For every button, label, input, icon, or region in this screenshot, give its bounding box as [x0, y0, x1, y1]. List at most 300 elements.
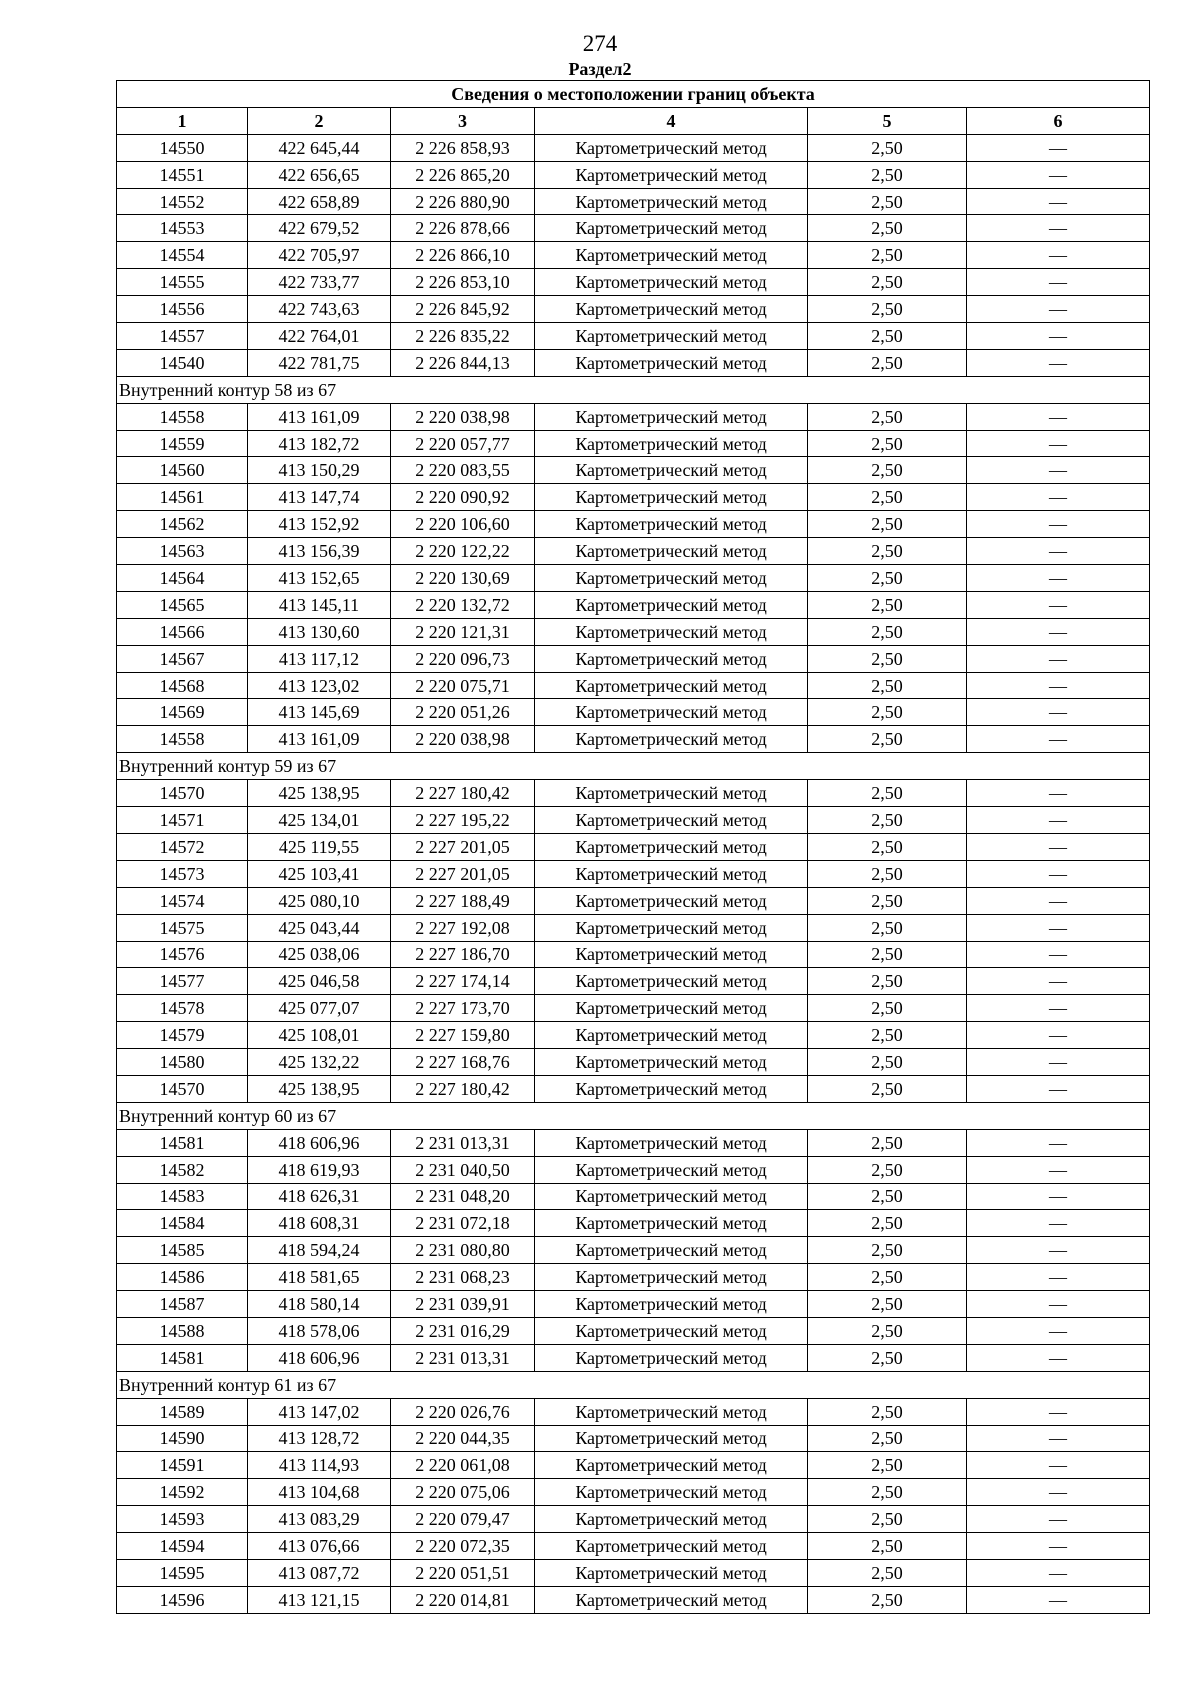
table-body	[117, 134, 1150, 1613]
accuracy-cell: 2,50	[808, 1344, 967, 1371]
note-cell: —	[967, 1264, 1150, 1291]
contour-header-row	[117, 753, 1150, 780]
note-cell: —	[967, 833, 1150, 860]
accuracy-cell: 2,50	[808, 457, 967, 484]
table-row	[117, 215, 1150, 242]
accuracy-cell: 2,50	[808, 833, 967, 860]
note-cell: —	[967, 1075, 1150, 1102]
y-coordinate-cell: 2 231 040,50	[391, 1156, 535, 1183]
method-cell: Картометрический метод	[535, 1210, 808, 1237]
note-cell: —	[967, 1479, 1150, 1506]
method-cell: Картометрический метод	[535, 591, 808, 618]
method-cell: Картометрический метод	[535, 699, 808, 726]
contour-header-row	[117, 376, 1150, 403]
table-row	[117, 591, 1150, 618]
x-coordinate-cell: 422 705,97	[248, 242, 391, 269]
y-coordinate-cell: 2 220 051,26	[391, 699, 535, 726]
table-row	[117, 645, 1150, 672]
table-row	[117, 1533, 1150, 1560]
table-row	[117, 1479, 1150, 1506]
x-coordinate-cell: 425 134,01	[248, 807, 391, 834]
method-cell: Картометрический метод	[535, 1425, 808, 1452]
x-coordinate-cell: 413 182,72	[248, 430, 391, 457]
table-row	[117, 161, 1150, 188]
method-cell: Картометрический метод	[535, 430, 808, 457]
table-row	[117, 833, 1150, 860]
y-coordinate-cell: 2 231 080,80	[391, 1237, 535, 1264]
x-coordinate-cell: 413 123,02	[248, 672, 391, 699]
point-number-cell: 14576	[117, 941, 248, 968]
point-number-cell: 14581	[117, 1344, 248, 1371]
point-number-cell: 14554	[117, 242, 248, 269]
accuracy-cell: 2,50	[808, 1425, 967, 1452]
method-cell: Картометрический метод	[535, 323, 808, 350]
point-number-cell: 14572	[117, 833, 248, 860]
x-coordinate-cell: 418 606,96	[248, 1129, 391, 1156]
table-row	[117, 1559, 1150, 1586]
point-number-cell: 14593	[117, 1506, 248, 1533]
method-cell: Картометрический метод	[535, 484, 808, 511]
note-cell: —	[967, 645, 1150, 672]
method-cell: Картометрический метод	[535, 1452, 808, 1479]
note-cell: —	[967, 349, 1150, 376]
y-coordinate-cell: 2 220 044,35	[391, 1425, 535, 1452]
x-coordinate-cell: 425 103,41	[248, 860, 391, 887]
column-header-3: 3	[391, 107, 535, 134]
accuracy-cell: 2,50	[808, 1075, 967, 1102]
note-cell: —	[967, 403, 1150, 430]
y-coordinate-cell: 2 220 051,51	[391, 1559, 535, 1586]
note-cell: —	[967, 968, 1150, 995]
y-coordinate-cell: 2 220 075,71	[391, 672, 535, 699]
x-coordinate-cell: 422 645,44	[248, 134, 391, 161]
accuracy-cell: 2,50	[808, 565, 967, 592]
accuracy-cell: 2,50	[808, 1586, 967, 1613]
table-row	[117, 1317, 1150, 1344]
accuracy-cell: 2,50	[808, 1156, 967, 1183]
method-cell: Картометрический метод	[535, 672, 808, 699]
accuracy-cell: 2,50	[808, 1479, 967, 1506]
y-coordinate-cell: 2 220 132,72	[391, 591, 535, 618]
y-coordinate-cell: 2 226 878,66	[391, 215, 535, 242]
y-coordinate-cell: 2 220 075,06	[391, 1479, 535, 1506]
y-coordinate-cell: 2 226 853,10	[391, 269, 535, 296]
accuracy-cell: 2,50	[808, 914, 967, 941]
point-number-cell: 14589	[117, 1398, 248, 1425]
table-row	[117, 269, 1150, 296]
point-number-cell: 14570	[117, 1075, 248, 1102]
table-row	[117, 780, 1150, 807]
y-coordinate-cell: 2 227 186,70	[391, 941, 535, 968]
method-cell: Картометрический метод	[535, 349, 808, 376]
note-cell: —	[967, 161, 1150, 188]
column-header-2: 2	[248, 107, 391, 134]
table-row	[117, 457, 1150, 484]
accuracy-cell: 2,50	[808, 1049, 967, 1076]
note-cell: —	[967, 1049, 1150, 1076]
point-number-cell: 14579	[117, 1022, 248, 1049]
method-cell: Картометрический метод	[535, 1317, 808, 1344]
accuracy-cell: 2,50	[808, 645, 967, 672]
table-row	[117, 430, 1150, 457]
accuracy-cell: 2,50	[808, 699, 967, 726]
point-number-cell: 14591	[117, 1452, 248, 1479]
method-cell: Картометрический метод	[535, 860, 808, 887]
point-number-cell: 14570	[117, 780, 248, 807]
point-number-cell: 14571	[117, 807, 248, 834]
contour-label: Внутренний контур 60 из 67	[117, 1102, 1150, 1129]
y-coordinate-cell: 2 231 013,31	[391, 1129, 535, 1156]
method-cell: Картометрический метод	[535, 1533, 808, 1560]
page-number: 274	[582, 31, 618, 56]
y-coordinate-cell: 2 231 048,20	[391, 1183, 535, 1210]
y-coordinate-cell: 2 227 168,76	[391, 1049, 535, 1076]
x-coordinate-cell: 413 087,72	[248, 1559, 391, 1586]
table-row	[117, 1291, 1150, 1318]
table-row	[117, 511, 1150, 538]
x-coordinate-cell: 422 764,01	[248, 323, 391, 350]
contour-label: Внутренний контур 59 из 67	[117, 753, 1150, 780]
method-cell: Картометрический метод	[535, 1075, 808, 1102]
method-cell: Картометрический метод	[535, 538, 808, 565]
y-coordinate-cell: 2 227 159,80	[391, 1022, 535, 1049]
y-coordinate-cell: 2 226 880,90	[391, 188, 535, 215]
y-coordinate-cell: 2 220 096,73	[391, 645, 535, 672]
y-coordinate-cell: 2 227 192,08	[391, 914, 535, 941]
table-row	[117, 1425, 1150, 1452]
accuracy-cell: 2,50	[808, 968, 967, 995]
x-coordinate-cell: 422 733,77	[248, 269, 391, 296]
point-number-cell: 14595	[117, 1559, 248, 1586]
x-coordinate-cell: 418 594,24	[248, 1237, 391, 1264]
accuracy-cell: 2,50	[808, 1291, 967, 1318]
table-row	[117, 618, 1150, 645]
accuracy-cell: 2,50	[808, 591, 967, 618]
point-number-cell: 14562	[117, 511, 248, 538]
x-coordinate-cell: 422 781,75	[248, 349, 391, 376]
method-cell: Картометрический метод	[535, 161, 808, 188]
method-cell: Картометрический метод	[535, 565, 808, 592]
y-coordinate-cell: 2 227 201,05	[391, 860, 535, 887]
point-number-cell: 14564	[117, 565, 248, 592]
method-cell: Картометрический метод	[535, 1237, 808, 1264]
point-number-cell: 14567	[117, 645, 248, 672]
point-number-cell: 14587	[117, 1291, 248, 1318]
accuracy-cell: 2,50	[808, 538, 967, 565]
table-row	[117, 1344, 1150, 1371]
accuracy-cell: 2,50	[808, 1533, 967, 1560]
point-number-cell: 14561	[117, 484, 248, 511]
table-row	[117, 672, 1150, 699]
point-number-cell: 14540	[117, 349, 248, 376]
note-cell: —	[967, 699, 1150, 726]
point-number-cell: 14550	[117, 134, 248, 161]
method-cell: Картометрический метод	[535, 1479, 808, 1506]
point-number-cell: 14580	[117, 1049, 248, 1076]
note-cell: —	[967, 1344, 1150, 1371]
accuracy-cell: 2,50	[808, 1559, 967, 1586]
table-row	[117, 860, 1150, 887]
point-number-cell: 14555	[117, 269, 248, 296]
y-coordinate-cell: 2 231 072,18	[391, 1210, 535, 1237]
y-coordinate-cell: 2 220 121,31	[391, 618, 535, 645]
y-coordinate-cell: 2 227 188,49	[391, 887, 535, 914]
method-cell: Картометрический метод	[535, 511, 808, 538]
y-coordinate-cell: 2 226 866,10	[391, 242, 535, 269]
point-number-cell: 14594	[117, 1533, 248, 1560]
y-coordinate-cell: 2 227 201,05	[391, 833, 535, 860]
x-coordinate-cell: 413 147,74	[248, 484, 391, 511]
accuracy-cell: 2,50	[808, 215, 967, 242]
note-cell: —	[967, 995, 1150, 1022]
method-cell: Картометрический метод	[535, 726, 808, 753]
point-number-cell: 14569	[117, 699, 248, 726]
note-cell: —	[967, 1398, 1150, 1425]
table-row	[117, 807, 1150, 834]
x-coordinate-cell: 413 145,11	[248, 591, 391, 618]
note-cell: —	[967, 1291, 1150, 1318]
y-coordinate-cell: 2 220 072,35	[391, 1533, 535, 1560]
method-cell: Картометрический метод	[535, 1049, 808, 1076]
x-coordinate-cell: 425 138,95	[248, 1075, 391, 1102]
note-cell: —	[967, 1425, 1150, 1452]
x-coordinate-cell: 418 626,31	[248, 1183, 391, 1210]
y-coordinate-cell: 2 226 865,20	[391, 161, 535, 188]
table-row	[117, 1129, 1150, 1156]
table-row	[117, 726, 1150, 753]
table-row	[117, 1506, 1150, 1533]
method-cell: Картометрический метод	[535, 1344, 808, 1371]
accuracy-cell: 2,50	[808, 1506, 967, 1533]
point-number-cell: 14563	[117, 538, 248, 565]
x-coordinate-cell: 413 161,09	[248, 726, 391, 753]
accuracy-cell: 2,50	[808, 430, 967, 457]
point-number-cell: 14577	[117, 968, 248, 995]
method-cell: Картометрический метод	[535, 645, 808, 672]
y-coordinate-cell: 2 220 038,98	[391, 403, 535, 430]
x-coordinate-cell: 425 132,22	[248, 1049, 391, 1076]
point-number-cell: 14575	[117, 914, 248, 941]
x-coordinate-cell: 413 156,39	[248, 538, 391, 565]
y-coordinate-cell: 2 226 844,13	[391, 349, 535, 376]
method-cell: Картометрический метод	[535, 618, 808, 645]
note-cell: —	[967, 726, 1150, 753]
x-coordinate-cell: 425 138,95	[248, 780, 391, 807]
note-cell: —	[967, 1559, 1150, 1586]
table-row	[117, 1452, 1150, 1479]
point-number-cell: 14585	[117, 1237, 248, 1264]
y-coordinate-cell: 2 220 106,60	[391, 511, 535, 538]
x-coordinate-cell: 418 578,06	[248, 1317, 391, 1344]
table-row	[117, 887, 1150, 914]
note-cell: —	[967, 1237, 1150, 1264]
contour-header-row	[117, 1102, 1150, 1129]
note-cell: —	[967, 215, 1150, 242]
note-cell: —	[967, 242, 1150, 269]
note-cell: —	[967, 484, 1150, 511]
method-cell: Картометрический метод	[535, 968, 808, 995]
point-number-cell: 14574	[117, 887, 248, 914]
note-cell: —	[967, 538, 1150, 565]
table-row	[117, 1398, 1150, 1425]
point-number-cell: 14586	[117, 1264, 248, 1291]
accuracy-cell: 2,50	[808, 134, 967, 161]
table-row	[117, 1210, 1150, 1237]
method-cell: Картометрический метод	[535, 1264, 808, 1291]
method-cell: Картометрический метод	[535, 1129, 808, 1156]
accuracy-cell: 2,50	[808, 323, 967, 350]
method-cell: Картометрический метод	[535, 995, 808, 1022]
note-cell: —	[967, 887, 1150, 914]
x-coordinate-cell: 425 046,58	[248, 968, 391, 995]
method-cell: Картометрический метод	[535, 914, 808, 941]
accuracy-cell: 2,50	[808, 1317, 967, 1344]
method-cell: Картометрический метод	[535, 242, 808, 269]
x-coordinate-cell: 413 104,68	[248, 1479, 391, 1506]
accuracy-cell: 2,50	[808, 1452, 967, 1479]
point-number-cell: 14596	[117, 1586, 248, 1613]
method-cell: Картометрический метод	[535, 1506, 808, 1533]
note-cell: —	[967, 1533, 1150, 1560]
y-coordinate-cell: 2 220 090,92	[391, 484, 535, 511]
table-row	[117, 1156, 1150, 1183]
accuracy-cell: 2,50	[808, 618, 967, 645]
accuracy-cell: 2,50	[808, 1210, 967, 1237]
y-coordinate-cell: 2 226 858,93	[391, 134, 535, 161]
method-cell: Картометрический метод	[535, 134, 808, 161]
table-caption-row	[117, 81, 1150, 108]
x-coordinate-cell: 413 152,65	[248, 565, 391, 592]
note-cell: —	[967, 1506, 1150, 1533]
x-coordinate-cell: 425 108,01	[248, 1022, 391, 1049]
note-cell: —	[967, 296, 1150, 323]
x-coordinate-cell: 418 581,65	[248, 1264, 391, 1291]
point-number-cell: 14582	[117, 1156, 248, 1183]
note-cell: —	[967, 430, 1150, 457]
accuracy-cell: 2,50	[808, 995, 967, 1022]
table-row	[117, 349, 1150, 376]
table-row	[117, 565, 1150, 592]
table-row	[117, 296, 1150, 323]
table-row	[117, 1586, 1150, 1613]
y-coordinate-cell: 2 220 057,77	[391, 430, 535, 457]
y-coordinate-cell: 2 227 180,42	[391, 780, 535, 807]
method-cell: Картометрический метод	[535, 941, 808, 968]
x-coordinate-cell: 422 656,65	[248, 161, 391, 188]
y-coordinate-cell: 2 227 174,14	[391, 968, 535, 995]
point-number-cell: 14559	[117, 430, 248, 457]
accuracy-cell: 2,50	[808, 887, 967, 914]
note-cell: —	[967, 807, 1150, 834]
accuracy-cell: 2,50	[808, 726, 967, 753]
accuracy-cell: 2,50	[808, 672, 967, 699]
contour-header-row	[117, 1371, 1150, 1398]
method-cell: Картометрический метод	[535, 1291, 808, 1318]
point-number-cell: 14581	[117, 1129, 248, 1156]
method-cell: Картометрический метод	[535, 188, 808, 215]
coordinates-table	[116, 80, 1150, 1614]
x-coordinate-cell: 425 080,10	[248, 887, 391, 914]
contour-label: Внутренний контур 58 из 67	[117, 376, 1150, 403]
x-coordinate-cell: 413 150,29	[248, 457, 391, 484]
accuracy-cell: 2,50	[808, 1398, 967, 1425]
x-coordinate-cell: 422 679,52	[248, 215, 391, 242]
note-cell: —	[967, 457, 1150, 484]
table-row	[117, 1049, 1150, 1076]
table-row	[117, 1237, 1150, 1264]
point-number-cell: 14565	[117, 591, 248, 618]
point-number-cell: 14556	[117, 296, 248, 323]
contour-label: Внутренний контур 61 из 67	[117, 1371, 1150, 1398]
table-row	[117, 538, 1150, 565]
table-row	[117, 188, 1150, 215]
y-coordinate-cell: 2 220 061,08	[391, 1452, 535, 1479]
method-cell: Картометрический метод	[535, 296, 808, 323]
y-coordinate-cell: 2 220 038,98	[391, 726, 535, 753]
point-number-cell: 14566	[117, 618, 248, 645]
accuracy-cell: 2,50	[808, 161, 967, 188]
method-cell: Картометрический метод	[535, 780, 808, 807]
column-header-5: 5	[808, 107, 967, 134]
accuracy-cell: 2,50	[808, 511, 967, 538]
note-cell: —	[967, 565, 1150, 592]
table-row	[117, 1075, 1150, 1102]
accuracy-cell: 2,50	[808, 1022, 967, 1049]
table-row	[117, 1183, 1150, 1210]
y-coordinate-cell: 2 231 039,91	[391, 1291, 535, 1318]
note-cell: —	[967, 780, 1150, 807]
x-coordinate-cell: 413 152,92	[248, 511, 391, 538]
point-number-cell: 14557	[117, 323, 248, 350]
accuracy-cell: 2,50	[808, 296, 967, 323]
y-coordinate-cell: 2 220 083,55	[391, 457, 535, 484]
point-number-cell: 14553	[117, 215, 248, 242]
y-coordinate-cell: 2 227 180,42	[391, 1075, 535, 1102]
point-number-cell: 14558	[117, 403, 248, 430]
table-row	[117, 995, 1150, 1022]
method-cell: Картометрический метод	[535, 215, 808, 242]
x-coordinate-cell: 413 130,60	[248, 618, 391, 645]
method-cell: Картометрический метод	[535, 457, 808, 484]
x-coordinate-cell: 418 619,93	[248, 1156, 391, 1183]
table-row	[117, 134, 1150, 161]
x-coordinate-cell: 413 114,93	[248, 1452, 391, 1479]
table-header-row	[117, 107, 1150, 134]
y-coordinate-cell: 2 226 845,92	[391, 296, 535, 323]
note-cell: —	[967, 618, 1150, 645]
x-coordinate-cell: 413 147,02	[248, 1398, 391, 1425]
method-cell: Картометрический метод	[535, 1022, 808, 1049]
method-cell: Картометрический метод	[535, 1156, 808, 1183]
note-cell: —	[967, 1156, 1150, 1183]
y-coordinate-cell: 2 220 079,47	[391, 1506, 535, 1533]
x-coordinate-cell: 413 076,66	[248, 1533, 391, 1560]
note-cell: —	[967, 134, 1150, 161]
x-coordinate-cell: 413 083,29	[248, 1506, 391, 1533]
point-number-cell: 14560	[117, 457, 248, 484]
accuracy-cell: 2,50	[808, 269, 967, 296]
accuracy-cell: 2,50	[808, 403, 967, 430]
point-number-cell: 14551	[117, 161, 248, 188]
point-number-cell: 14578	[117, 995, 248, 1022]
method-cell: Картометрический метод	[535, 269, 808, 296]
y-coordinate-cell: 2 231 013,31	[391, 1344, 535, 1371]
accuracy-cell: 2,50	[808, 484, 967, 511]
note-cell: —	[967, 1586, 1150, 1613]
method-cell: Картометрический метод	[535, 403, 808, 430]
x-coordinate-cell: 413 128,72	[248, 1425, 391, 1452]
y-coordinate-cell: 2 220 014,81	[391, 1586, 535, 1613]
